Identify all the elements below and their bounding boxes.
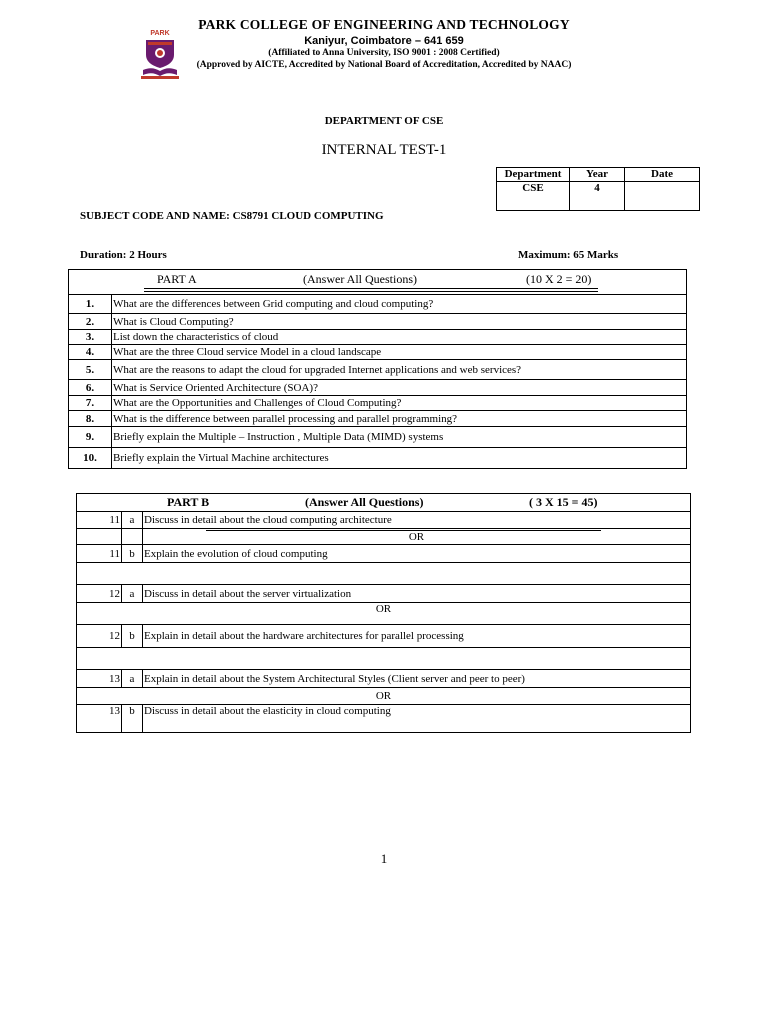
- info-value-year: 4: [570, 182, 625, 211]
- part-a-table: [68, 269, 687, 469]
- question-number: 3.: [69, 330, 112, 345]
- duration: Duration: 2 Hours: [80, 249, 167, 261]
- question-text: What are the differences between Grid computing and cloud computing?: [112, 295, 687, 314]
- spacer-row: [77, 648, 691, 670]
- question-number: 2.: [69, 314, 112, 330]
- subject-line: SUBJECT CODE AND NAME: CS8791 CLOUD COMPUTING: [80, 210, 384, 222]
- question-text: What is Service Oriented Architecture (SOA)?: [112, 380, 687, 396]
- table-row: [69, 396, 687, 411]
- table-row: [69, 330, 687, 345]
- table-row: [69, 427, 687, 448]
- college-approval: (Approved by AICTE, Accredited by National Board of Accreditation, Accredited by NAAC): [196, 60, 572, 70]
- test-title: INTERNAL TEST-1: [321, 142, 447, 158]
- table-row: [69, 360, 687, 380]
- table-row: [77, 529, 691, 545]
- question-number: 8.: [69, 411, 112, 427]
- or-divider: [143, 529, 691, 545]
- info-value-department: CSE: [497, 182, 570, 211]
- info-value-date: [625, 182, 700, 211]
- question-number: 11: [77, 545, 122, 563]
- question-number: 11: [77, 512, 122, 529]
- college-logo: [137, 28, 183, 80]
- or-label: OR: [408, 530, 425, 543]
- table-row: [77, 512, 691, 529]
- or-label: OR: [375, 690, 392, 702]
- table-row: [77, 670, 691, 688]
- info-header-year: Year: [570, 168, 625, 182]
- part-a-header: [69, 270, 686, 294]
- table-row: [69, 380, 687, 396]
- part-a-underline: [144, 288, 598, 289]
- or-label: OR: [375, 603, 392, 615]
- question-text: What is the difference between parallel processing and parallel programming?: [112, 411, 687, 427]
- question-part: b: [122, 545, 143, 563]
- college-name: PARK COLLEGE OF ENGINEERING AND TECHNOLOGY: [198, 17, 570, 32]
- question-number: 10.: [69, 448, 112, 469]
- spacer-row: [77, 563, 691, 585]
- part-a-marks: (10 X 2 = 20): [526, 272, 592, 286]
- question-text: List down the characteristics of cloud: [112, 330, 687, 345]
- question-number: 13: [77, 670, 122, 688]
- college-address: Kaniyur, Coimbatore – 641 659: [304, 35, 464, 47]
- part-b-header: [77, 494, 690, 511]
- info-header-date: Date: [625, 168, 700, 182]
- table-row: [77, 705, 691, 733]
- svg-text:PARK: PARK: [150, 30, 170, 37]
- question-text: Briefly explain the Virtual Machine architectures: [112, 448, 687, 469]
- question-number: 5.: [69, 360, 112, 380]
- question-text: Discuss in detail about the elasticity in cloud computing: [143, 705, 691, 733]
- question-number: 4.: [69, 345, 112, 360]
- question-number: 6.: [69, 380, 112, 396]
- question-text: What are the Opportunities and Challenges of Cloud Computing?: [112, 396, 687, 411]
- table-row: [69, 411, 687, 427]
- table-row: [69, 314, 687, 330]
- or-divider: [77, 688, 691, 705]
- table-row: [69, 345, 687, 360]
- question-text: Explain in detail about the hardware architectures for parallel processing: [143, 625, 691, 648]
- question-text: Discuss in detail about the cloud computing architecture: [143, 512, 691, 529]
- question-text: Discuss in detail about the server virtualization: [143, 585, 691, 603]
- question-number: 13: [77, 705, 122, 733]
- part-b-instruction: (Answer All Questions): [305, 495, 424, 509]
- question-text: What is Cloud Computing?: [112, 314, 687, 330]
- college-header: [190, 17, 578, 71]
- part-b-table: [76, 493, 691, 733]
- question-number: 9.: [69, 427, 112, 448]
- max-marks: Maximum: 65 Marks: [518, 249, 619, 261]
- question-part: b: [122, 625, 143, 648]
- question-number: 1.: [69, 295, 112, 314]
- table-row: [77, 585, 691, 603]
- part-a-title: PART A: [157, 272, 197, 286]
- page-number: 1: [380, 851, 388, 866]
- part-b-title: PART B: [167, 495, 210, 509]
- question-number: 12: [77, 625, 122, 648]
- question-number: 7.: [69, 396, 112, 411]
- info-header-department: Department: [497, 168, 570, 182]
- question-number: 12: [77, 585, 122, 603]
- question-part: a: [122, 512, 143, 529]
- question-part: a: [122, 585, 143, 603]
- table-row: [77, 545, 691, 563]
- question-text: Explain the evolution of cloud computing: [143, 545, 691, 563]
- question-text: What are the three Cloud service Model in a cloud landscape: [112, 345, 687, 360]
- table-row: [77, 625, 691, 648]
- or-line: [206, 530, 601, 531]
- question-part: b: [122, 705, 143, 733]
- table-row: [77, 603, 691, 625]
- part-a-underline-2: [144, 291, 598, 292]
- table-row: [69, 448, 687, 469]
- or-divider: [77, 603, 691, 625]
- table-row: [69, 295, 687, 314]
- part-a-instruction: (Answer All Questions): [303, 272, 417, 286]
- info-table: [496, 167, 700, 211]
- question-part: a: [122, 670, 143, 688]
- department-line: DEPARTMENT OF CSE: [324, 115, 444, 127]
- question-text: What are the reasons to adapt the cloud for upgraded Internet applications and web services?: [112, 360, 687, 380]
- question-text: Briefly explain the Multiple – Instruction , Multiple Data (MIMD) systems: [112, 427, 687, 448]
- college-affiliation: (Affiliated to Anna University, ISO 9001 : 2008 Certified): [268, 48, 500, 58]
- table-row: [77, 688, 691, 705]
- question-text: Explain in detail about the System Architectural Styles (Client server and peer to peer): [143, 670, 691, 688]
- part-b-marks: ( 3 X 15 = 45): [529, 495, 598, 509]
